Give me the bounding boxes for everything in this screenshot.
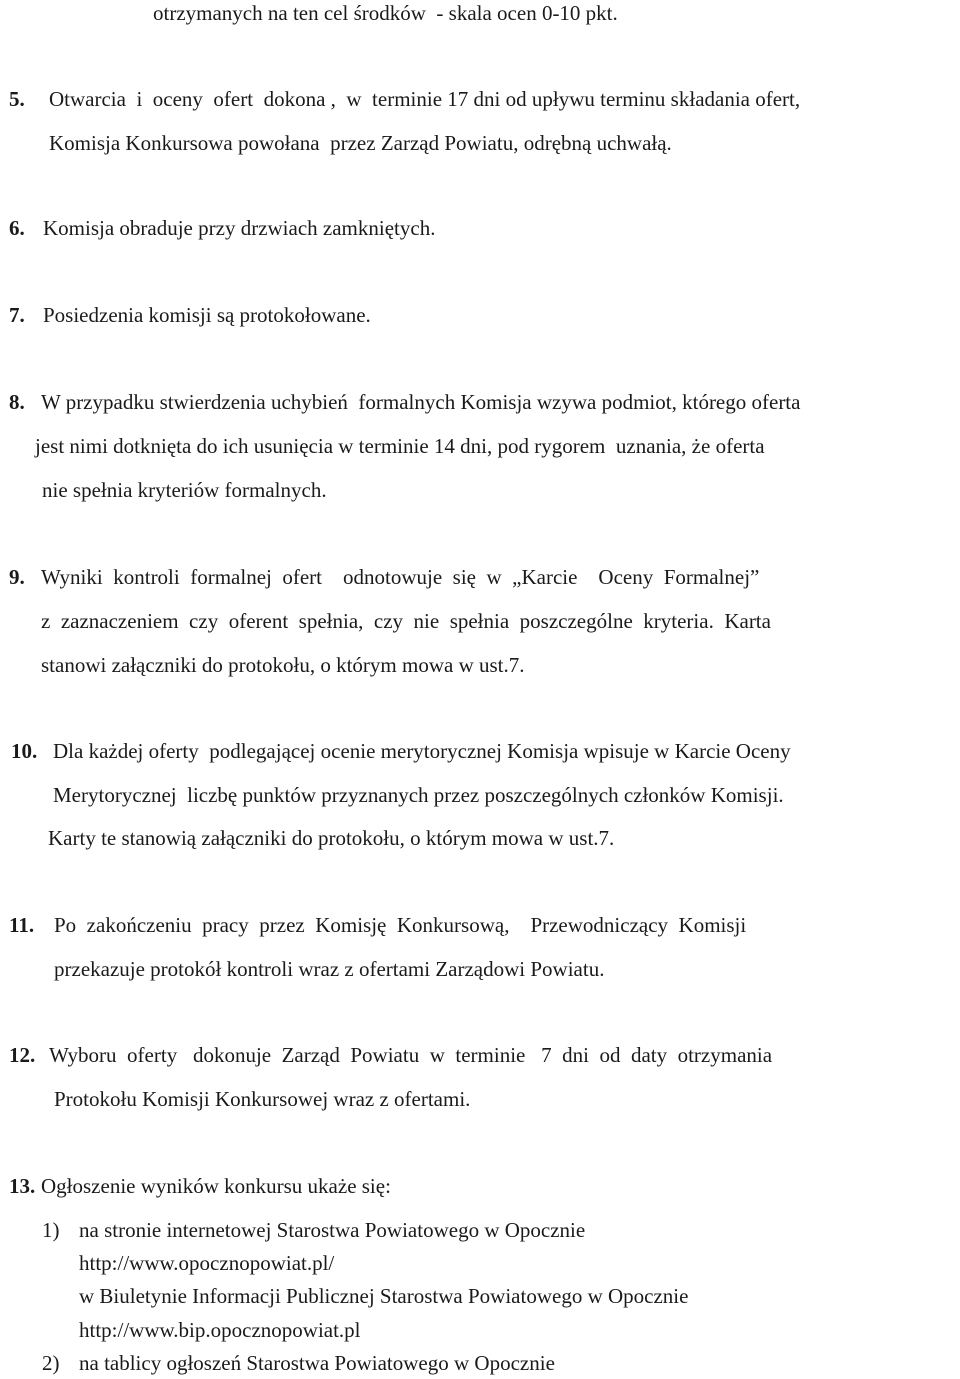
item-9-line-2: z zaznaczeniem czy oferent spełnia, czy nie spełnia poszczególne kryteria. Karta (41, 609, 771, 633)
item-6-number: 6. (9, 216, 25, 240)
item-8-number: 8. (9, 390, 25, 414)
sublist-1-line-1: na stronie internetowej Starostwa Powiatowego w Opocznie (79, 1218, 586, 1242)
item-8-line-2: jest nimi dotknięta do ich usunięcia w terminie 14 dni, pod rygorem uznania, że oferta (35, 434, 765, 458)
sublist-1-line-3: w Biuletynie Informacji Publicznej Starostwa Powiatowego w Opocznie (79, 1284, 689, 1308)
item-12-line-1: Wyboru oferty dokonuje Zarząd Powiatu w terminie 7 dni od daty otrzymania (49, 1043, 773, 1067)
item-11-line-1: Po zakończeniu pracy przez Komisję Konkursową, Przewodniczący Komisji (54, 913, 747, 937)
item-9-line-3: stanowi załączniki do protokołu, o którym mowa w ust.7. (41, 653, 525, 677)
item-11-line-2: przekazuje protokół kontroli wraz z ofertami Zarządowi Powiatu. (54, 957, 605, 981)
item-10-number: 10. (11, 739, 38, 763)
item-10-line-1: Dla każdej oferty podlegającej ocenie merytorycznej Komisja wpisuje w Karcie Oceny (53, 739, 791, 763)
item-12-number: 12. (9, 1043, 36, 1067)
item-11-number: 11. (9, 913, 35, 937)
intro-text: otrzymanych na ten cel środków - skala ocen 0-10 pkt. (153, 1, 618, 25)
item-8-line-1: W przypadku stwierdzenia uchybień formalnych Komisja wzywa podmiot, którego oferta (41, 390, 801, 414)
item-12-line-2: Protokołu Komisji Konkursowej wraz z ofertami. (54, 1087, 471, 1111)
item-10-line-3: Karty te stanowią załączniki do protokołu, o którym mowa w ust.7. (48, 826, 615, 850)
item-7-number: 7. (9, 303, 25, 327)
item-7-line-1: Posiedzenia komisji są protokołowane. (43, 303, 371, 327)
sublist-1-url-2[interactable]: http://www.bip.opocznopowiat.pl (79, 1318, 361, 1342)
item-13-line-1: Ogłoszenie wyników konkursu ukaże się: (41, 1174, 391, 1198)
item-6-line-1: Komisja obraduje przy drzwiach zamkniętych. (43, 216, 436, 240)
sublist-1-url-1[interactable]: http://www.opocznopowiat.pl/ (79, 1251, 335, 1275)
item-10-line-2: Merytorycznej liczbę punktów przyznanych przez poszczególnych członków Komisji. (53, 783, 784, 807)
sublist-1-number: 1) (42, 1218, 60, 1242)
item-13-number: 13. (9, 1174, 36, 1198)
item-9-line-1: Wyniki kontroli formalnej ofert odnotowuje się w „Karcie Oceny Formalnej” (41, 565, 760, 589)
item-5-number: 5. (9, 87, 25, 111)
item-5-line-2: Komisja Konkursowa powołana przez Zarząd Powiatu, odrębną uchwałą. (49, 131, 672, 155)
item-8-line-3: nie spełnia kryteriów formalnych. (42, 478, 327, 502)
sublist-2-number: 2) (42, 1351, 60, 1375)
item-9-number: 9. (9, 565, 25, 589)
item-5-line-1: Otwarcia i oceny ofert dokona , w terminie 17 dni od upływu terminu składania ofert, (49, 87, 801, 111)
sublist-2-line-1: na tablicy ogłoszeń Starostwa Powiatowego w Opocznie (79, 1351, 555, 1375)
